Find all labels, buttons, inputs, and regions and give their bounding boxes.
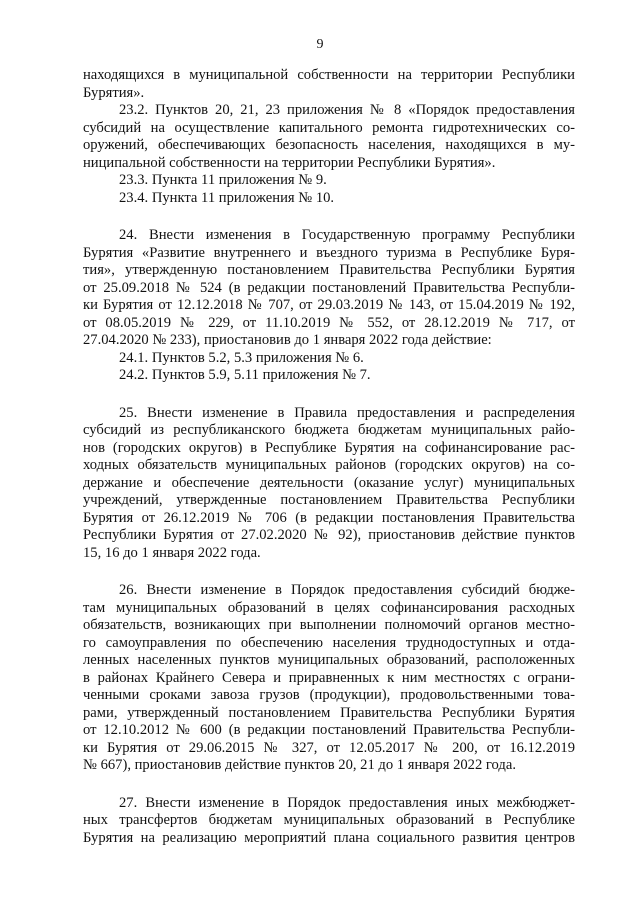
text-line: оружений, обеспечивающих безопасность населения, находящихся в му-: [83, 137, 575, 153]
text-line: 24.2. Пунктов 5.9, 5.11 приложения № 7.: [119, 367, 371, 383]
text-line: нов (городских округов) в Республике Бурятия на софинансирование рас-: [83, 439, 575, 456]
paragraph: [83, 227, 575, 350]
text-line: 24.1. Пунктов 5.2, 5.3 приложения № 6.: [119, 349, 364, 366]
text-line: держание и обеспечение деятельности (оказание услуг) муниципальных: [83, 474, 575, 491]
text-line: субсидий на осуществление капитального ремонта гидротехнических со-: [83, 119, 575, 136]
text-line: ки Бурятия от 29.06.2015 № 327, от 12.05.2017 № 200, от 16.12.2019: [83, 739, 575, 756]
paragraph: [83, 350, 575, 368]
text-line: находящихся в муниципальной собственности на территории Республики: [83, 67, 575, 83]
paragraph: [83, 795, 575, 848]
text-line: Бурятия от 26.12.2019 № 706 (в редакции постановления Правительства: [83, 509, 575, 526]
text-line: 27. Внести изменение в Порядок предоставления иных межбюджет-: [119, 794, 575, 811]
text-line: Республики Бурятия от 27.02.2020 № 92), приостановив действие пунктов: [83, 527, 575, 543]
paragraph: [83, 172, 575, 190]
text-line: от 12.10.2012 № 600 (в редакции постановлений Правительства Республи-: [83, 722, 575, 738]
paragraph-gap: [83, 562, 575, 582]
text-line: 15, 16 до 1 января 2022 года.: [83, 544, 261, 561]
text-line: ленных населенных пунктов муниципальных образований, расположенных: [83, 652, 575, 668]
text-line: Бурятия «Развитие внутреннего и въездного туризма в Республике Буря-: [83, 244, 575, 261]
text-line: го самоуправления по обеспечению населения труднодоступных и отда-: [83, 634, 575, 651]
paragraph-gap: [83, 385, 575, 405]
text-line: тия», утвержденную постановлением Правительства Республики Бурятия: [83, 262, 575, 278]
text-line: 25. Внести изменение в Правила предоставления и распределения: [119, 404, 575, 421]
text-line: от 25.09.2018 № 524 (в редакции постановлений Правительства Республи-: [83, 279, 575, 296]
paragraph-gap: [83, 207, 575, 227]
text-line: № 667), приостановив действие пунктов 20, 21 до 1 января 2022 года.: [83, 757, 516, 773]
text-line: ченными сроками завоза грузов (продукции), продовольственными това-: [83, 687, 575, 703]
paragraph: [83, 405, 575, 563]
paragraph: [83, 67, 575, 102]
text-line: рами, утвержденный постановлением Правительства Республики Бурятия: [83, 704, 575, 721]
page-number: 9: [316, 37, 324, 52]
text-line: в районах Крайнего Севера и приравненных к ним местностях с ограни-: [83, 669, 575, 686]
text-line: там муниципальных образований в целях софинансирования расходных: [83, 599, 575, 616]
document-body: [83, 67, 575, 847]
text-line: ных трансфертов бюджетам муниципальных образований в Республике: [83, 812, 575, 828]
text-line: учреждений, утвержденные постановлением Правительства Республики: [83, 492, 575, 508]
text-line: 27.04.2020 № 233), приостановив до 1 января 2022 года действие:: [83, 332, 492, 348]
text-line: 24. Внести изменения в Государственную программу Республики: [119, 227, 575, 243]
text-line: обязательств, возникающих при выполнении полномочий органов местно-: [83, 617, 575, 633]
text-line: Бурятия на реализацию мероприятий плана социального развития центров: [83, 829, 575, 846]
text-line: 23.4. Пункта 11 приложения № 10.: [119, 189, 335, 206]
text-line: 23.3. Пункта 11 приложения № 9.: [119, 172, 327, 188]
text-line: 23.2. Пунктов 20, 21, 23 приложения № 8 «Порядок предоставления: [119, 102, 575, 118]
text-line: 26. Внести изменение в Порядок предоставления субсидий бюдже-: [119, 582, 575, 598]
paragraph: [83, 190, 575, 208]
paragraph-gap: [83, 775, 575, 795]
text-line: субсидий из республиканского бюджета бюджетам муниципальных райо-: [83, 422, 575, 438]
paragraph: [83, 582, 575, 775]
text-line: от 08.05.2019 № 229, от 11.10.2019 № 552, от 28.12.2019 № 717, от: [83, 314, 575, 331]
text-line: ходных обязательств муниципальных районов (городских округов) на со-: [83, 457, 575, 473]
text-line: ки Бурятия от 12.12.2018 № 707, от 29.03.2019 № 143, от 15.04.2019 № 192,: [83, 297, 575, 313]
text-line: Бурятия».: [83, 84, 145, 101]
paragraph: [83, 367, 575, 385]
text-line: ниципальной собственности на территории Республики Бурятия».: [83, 154, 496, 171]
paragraph: [83, 102, 575, 172]
